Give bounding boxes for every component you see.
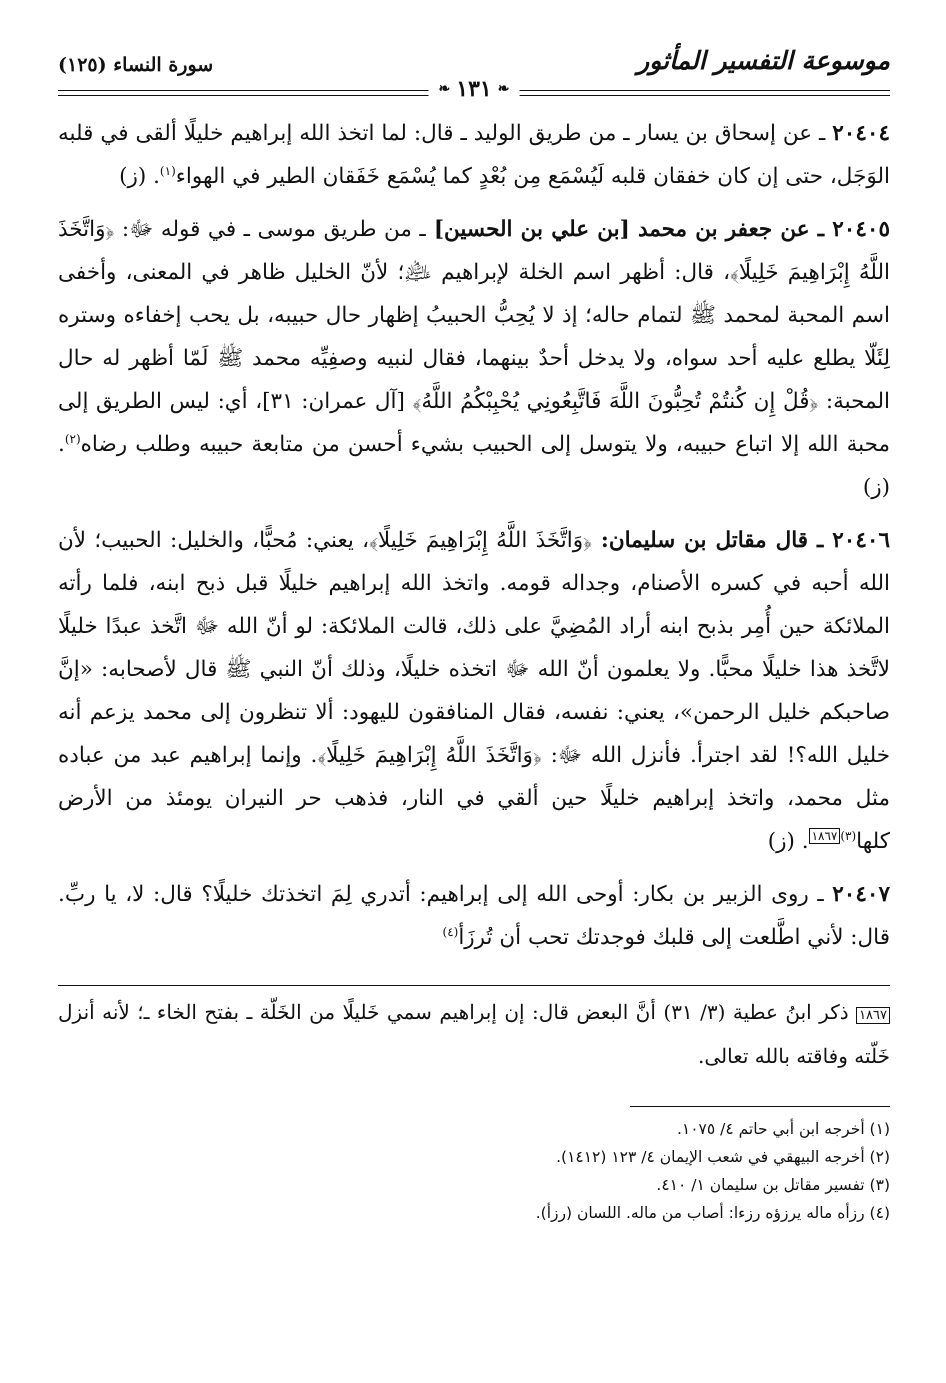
narration-number: ٢٠٤٠٥ xyxy=(832,217,890,242)
editor-note xyxy=(58,992,890,1076)
footnote: (٤) رزأه ماله يرزؤه رزءا: أصاب من ماله. اللسان (رزأ). xyxy=(535,1204,890,1222)
narration-tail: . (ز) xyxy=(767,829,809,854)
book-title: موسوعة التفسير المأثور xyxy=(637,46,890,75)
narration-number: ٢٠٤٠٧ xyxy=(832,882,890,907)
narration-paragraph xyxy=(58,873,890,959)
page-number: ١٣١ xyxy=(456,76,492,102)
page-number-block xyxy=(429,76,520,102)
narration-tail: . (ز) xyxy=(58,432,890,500)
footnote: (١) أخرجه ابن أبي حاتم ٤/ ١٠٧٥. xyxy=(676,1120,890,1138)
narration-number: ٢٠٤٠٤ xyxy=(832,121,890,146)
narration-text: ـ روى الزبير بن بكار: أوحى الله إلى إبراهيم: أتدري لِمَ اتخذتك خليلًا؟ قال: لا، يا ربِّ. قال: لأني اطَّلعت إلى قلبك فوجدتك تحب أن تُرزَأ xyxy=(58,882,890,950)
narration-text: ـ عن إسحاق بن يسار ـ من طريق الوليد ـ قال: لما اتخذ الله إبراهيم خليلًا ألقى في قلبه الوَجَل، حتى إن كان خفقان قلبه لَيُسْمَع مِن بُعْدٍ كما يُسْمَع خَفَقان الطير في الهواء xyxy=(58,121,890,189)
ornament-icon: ❧ xyxy=(497,81,510,97)
narration-paragraph xyxy=(58,112,890,198)
footnotes xyxy=(58,1115,890,1227)
footnote-marker[interactable]: (٣) xyxy=(840,828,857,843)
narration-paragraph xyxy=(58,208,890,509)
editor-note-reference[interactable]: ١٨٦٧ xyxy=(809,828,841,844)
narration-tail: . (ز) xyxy=(119,164,160,189)
book-page xyxy=(58,40,890,1227)
footnote-marker[interactable]: (٤) xyxy=(442,924,459,939)
running-header xyxy=(58,40,890,102)
footnote: (٣) تفسير مقاتل بن سليمان ١/ ٤١٠. xyxy=(656,1176,890,1194)
narration-text: ـ من طريق موسى ـ في قوله ﷻ: ﴿وَاتَّخَذَ اللَّهُ إِبْرَاهِيمَ خَلِيلًا﴾، قال: أظهر اسم الخلة لإبراهيم ﵇؛ لأنّ الخليل ظاهر في المعنى، وأخفى اسم المحبة لمحمد ﷺ لتمام حاله؛ إذ لا يُحِبُّ الحبيبُ إظهار حال حبيبه، بل يحب إخفاءه وستره لِئَلّا يطلع عليه أحد سواه، ولا يدخل أحدٌ بينهما، فقال لنبيه وصفِيِّه محمد ﷺ لَمّا أظهر له حال المحبة: ﴿قُلْ إِن كُنتُمْ تُحِبُّونَ اللَّهَ فَاتَّبِعُونِي يُحْبِبْكُمُ اللَّهُ﴾ [آل عمران: ٣١]، أي: ليس الطريق إلى محبة الله إلا اتباع حبيبه، ولا يتوسل إلى الحبيب بشيء أحسن من متابعة حبيبه وطلب رضاه xyxy=(58,217,891,457)
surah-label: سورة النساء (١٢٥) xyxy=(58,54,214,76)
ornament-icon: ❧ xyxy=(438,81,451,97)
editor-note-rule xyxy=(58,985,890,986)
main-text xyxy=(58,112,890,959)
narration-number: ٢٠٤٠٦ xyxy=(832,528,890,553)
editor-note-number: ١٨٦٧ xyxy=(856,1007,890,1024)
footnote: (٢) أخرجه البيهقي في شعب الإيمان ٤/ ١٢٣ (١٤١٢). xyxy=(556,1148,890,1166)
narrator-name: ـ قال مقاتل بن سليمان: xyxy=(591,528,833,553)
footnotes-rule xyxy=(630,1106,890,1107)
narration-text: ﴿وَاتَّخَذَ اللَّهُ إِبْرَاهِيمَ خَلِيلًا﴾، يعني: مُحبًّا، والخليل: الحبيب؛ لأن الله أحبه في كسره الأصنام، وجداله قومه. واتخذ الله إبراهيم خليلًا قبل ذبح ابنه، فلما رأته الملائكة حين أُمِر بذبح ابنه أراد المُضِيَّ على ذلك، قالت الملائكة: لو أنّ الله ﷻ اتَّخذ عبدًا خليلًا لاتَّخذ هذا خليلًا محبًّا. ولا يعلمون أنّ الله ﷻ اتخذه خليلًا، وذلك أنّ النبي ﷺ قال لأصحابه: «إنَّ صاحبكم خليل الرحمن»، يعني: نفسه، فقال المنافقون لليهود: ألا تنظرون إلى محمد يزعم أنه خليل الله؟! لقد اجترأ. فأنزل الله ﷻ: ﴿وَاتَّخَذَ اللَّهُ إِبْرَاهِيمَ خَلِيلًا﴾. وإنما إبراهيم عبد من عباده مثل محمد، واتخذ إبراهيم خليلًا حين ألقي في النار، فذهب حر النيران يومئذ من الأرض كلها xyxy=(58,528,890,854)
editor-note-text: ذكر ابنُ عطية (٣/ ٣١) أنَّ البعض قال: إن إبراهيم سمي خَليلًا من الخَلّة ـ بفتح الخاء ـ؛ لأنه أنزل خَلّته وفاقته بالله تعالى. xyxy=(58,1000,890,1068)
footnote-marker[interactable]: (١) xyxy=(159,163,176,178)
narrator-name: ـ عن جعفر بن محمد [بن علي بن الحسين] xyxy=(425,217,833,242)
footnote-marker[interactable]: (٢) xyxy=(64,431,81,446)
narration-paragraph xyxy=(58,519,890,863)
